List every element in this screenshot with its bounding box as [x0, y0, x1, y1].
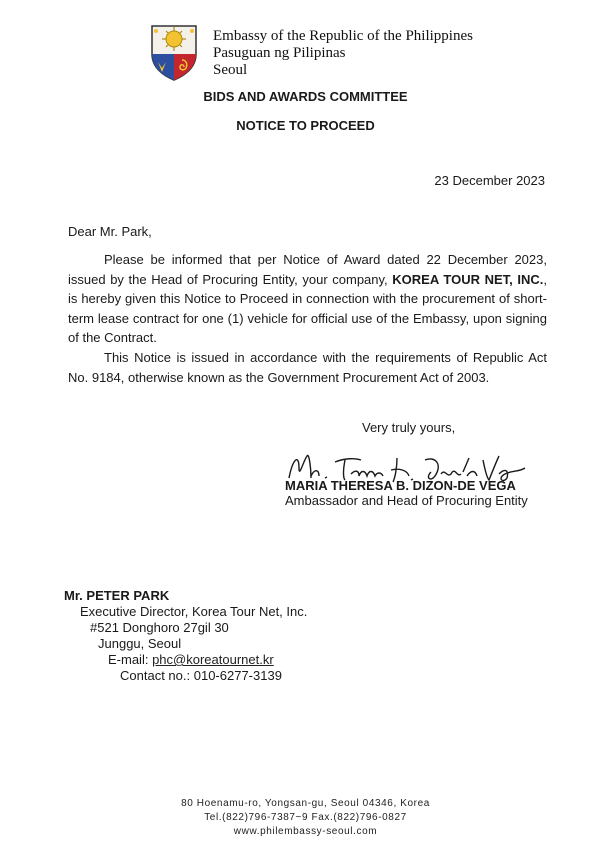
- letter-date: 23 December 2023: [434, 173, 545, 188]
- recipient-address-2: Junggu, Seoul: [98, 636, 182, 651]
- signatory-name: MARIA THERESA B. DIZON-DE VEGA: [285, 478, 516, 493]
- paragraph-legal-text: This Notice is issued in accordance with the requirements of Republic Act No. 9184, otherwise known as the Government Procurement Act of 2003.: [68, 350, 547, 385]
- paragraph-legal-basis: [68, 348, 547, 387]
- recipient-address-1: #521 Donghoro 27gil 30: [90, 620, 229, 635]
- footer-address: 80 Hoenamu-ro, Yongsan-gu, Seoul 04346, Korea: [181, 798, 430, 809]
- recipient-position: Executive Director, Korea Tour Net, Inc.: [80, 604, 308, 619]
- embassy-city: Seoul: [213, 62, 248, 78]
- company-name: KOREA TOUR NET, INC.: [392, 271, 544, 287]
- footer-phones: Tel.(822)796-7387~9 Fax.(822)796-0827: [204, 812, 407, 823]
- committee-heading: BIDS AND AWARDS COMMITTEE: [203, 89, 408, 104]
- signatory-title: Ambassador and Head of Procuring Entity: [285, 493, 528, 508]
- footer-website[interactable]: www.philembassy-seoul.com: [233, 826, 378, 837]
- paragraph-award-before: Please be informed that per Notice of Award dated 22 December 2023, issued by the Head of Procuring Entity, your company,: [68, 252, 547, 287]
- contact-number: 010-6277-3139: [193, 668, 282, 683]
- paragraph-award-after: , is hereby given this Notice to Proceed in connection with the procurement of short-term lease contract for one (1) vehicle for official use of the Embassy, upon signing of the Contract.: [68, 271, 547, 345]
- recipient-name: Mr. PETER PARK: [64, 588, 170, 603]
- contact-label: Contact no.:: [120, 668, 191, 683]
- salutation: Dear Mr. Park,: [68, 224, 152, 239]
- recipient-contact-row: [120, 666, 282, 686]
- email-link[interactable]: phc@koreatournet.kr: [152, 652, 274, 667]
- embassy-name-english: Embassy of the Republic of the Philippines: [213, 28, 473, 44]
- closing: Very truly yours,: [362, 420, 456, 435]
- paragraph-award: [68, 250, 547, 348]
- notice-title: NOTICE TO PROCEED: [236, 118, 375, 133]
- embassy-name-filipino: Pasuguan ng Pilipinas: [213, 45, 346, 61]
- philippine-seal-icon: [148, 24, 200, 82]
- email-label: E-mail:: [108, 652, 149, 667]
